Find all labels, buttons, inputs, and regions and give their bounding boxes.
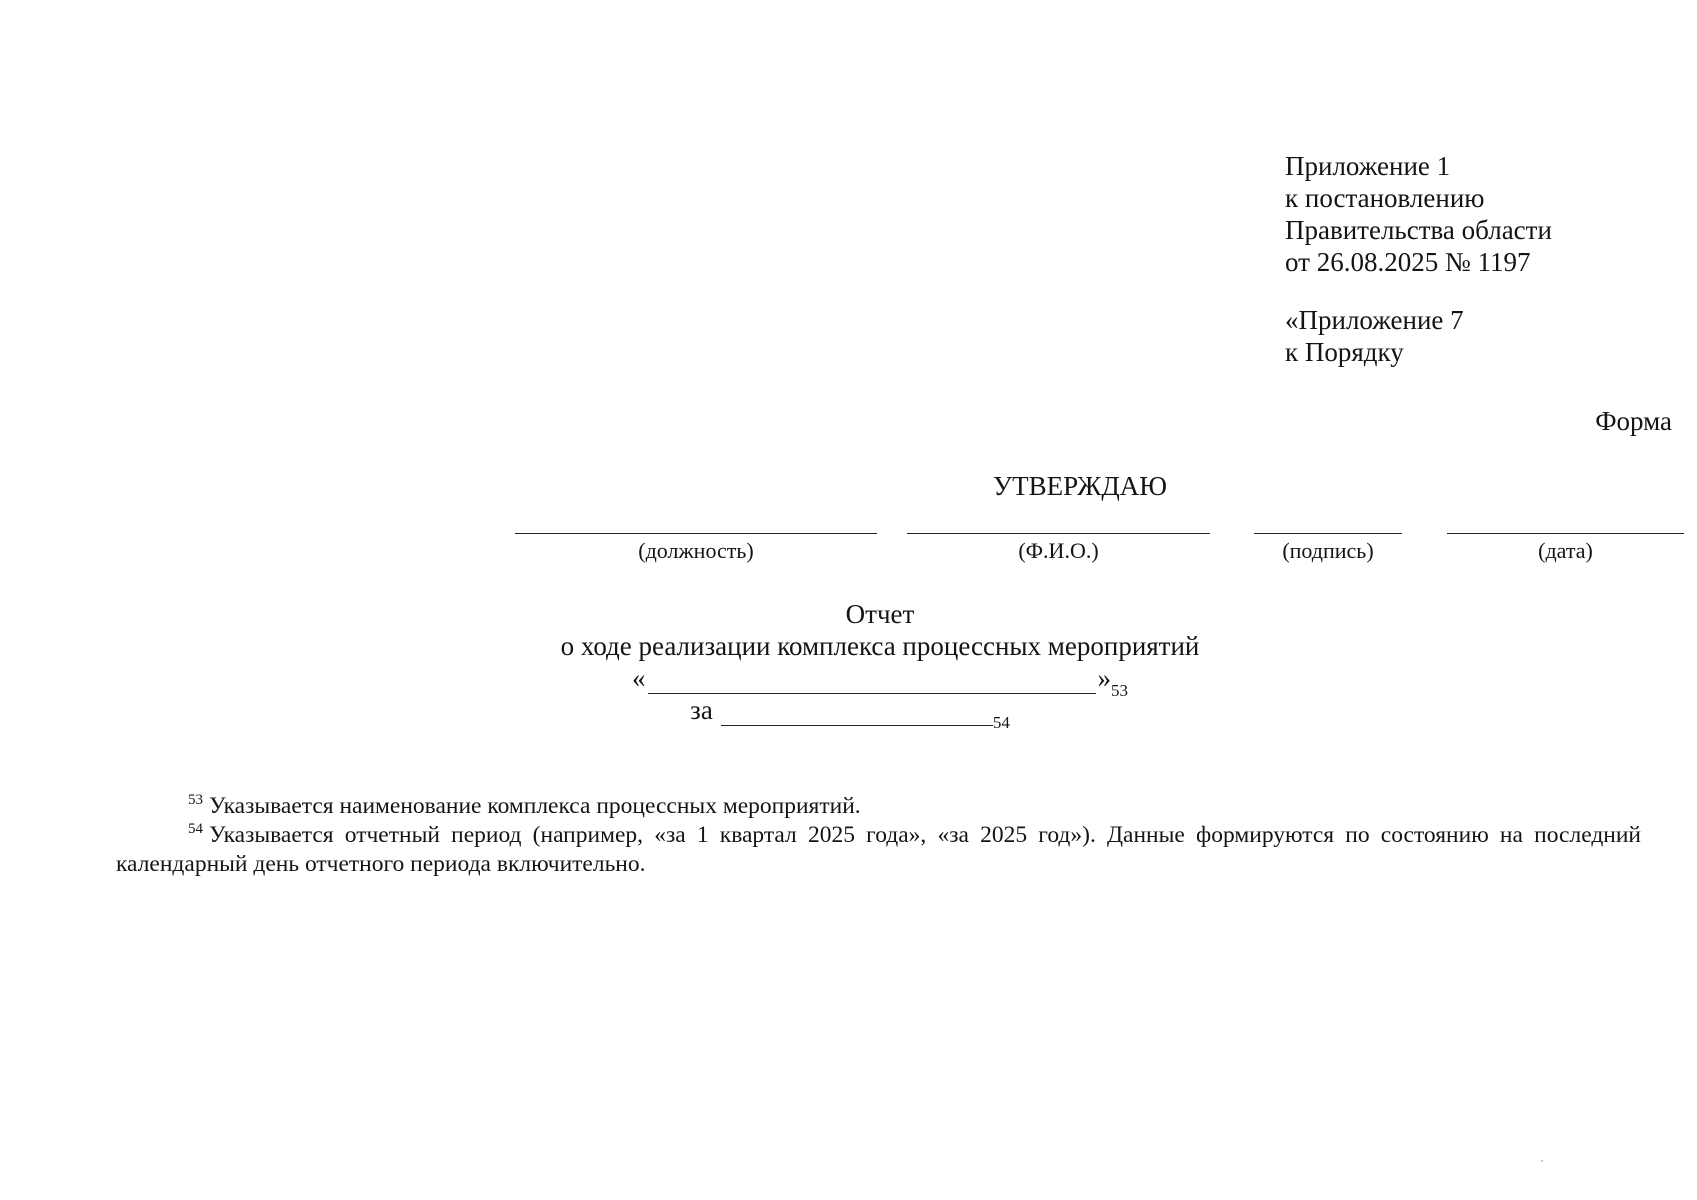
footnotes xyxy=(116,792,1641,879)
date-line xyxy=(1447,533,1684,534)
date-caption: (дата) xyxy=(1538,538,1593,563)
report-subtitle: о ходе реализации комплекса процессных мероприятий xyxy=(560,631,1200,661)
footnote-number: 54 xyxy=(188,821,203,838)
appendix-line: «Приложение 7 xyxy=(1285,305,1464,335)
signature-line xyxy=(1254,533,1402,534)
approval-title: УТВЕРЖДАЮ xyxy=(993,471,1168,501)
period-prefix: за xyxy=(690,695,713,725)
position-line xyxy=(515,533,877,534)
signature-caption: (подпись) xyxy=(1282,538,1374,563)
report-heading xyxy=(520,598,1240,732)
appendix-line: к постановлению xyxy=(1285,183,1485,213)
open-quote: « xyxy=(632,663,646,693)
form-label: Форма xyxy=(1595,406,1672,436)
position-field[interactable] xyxy=(515,533,877,564)
footnote-text: Указывается наименование комплекса процессных мероприятий. xyxy=(209,793,861,819)
close-quote: » xyxy=(1097,663,1111,693)
report-name-row: « » $^{53}$ xyxy=(632,663,1128,700)
date-field[interactable] xyxy=(1447,533,1684,564)
signature-field[interactable] xyxy=(1254,533,1402,564)
footnote-text: Указывается отчетный период (например, «за 1 квартал 2025 года», «за 2025 год»). Данные формируются по состоянию на последний календарный день отчетного периода включительно. xyxy=(116,822,1641,877)
footnote-number: 53 xyxy=(188,792,203,809)
footnote-item xyxy=(116,821,1641,879)
appendix-line: Правительства области xyxy=(1285,215,1552,245)
report-title: Отчет xyxy=(845,599,915,629)
fio-caption: (Ф.И.О.) xyxy=(1018,538,1099,563)
report-name-blank[interactable] xyxy=(648,669,1096,694)
fio-field[interactable] xyxy=(907,533,1210,564)
appendix-header xyxy=(1285,150,1552,368)
fio-line xyxy=(907,533,1210,534)
report-period-row: за $^{54}$ xyxy=(690,695,1010,732)
appendix-line: Приложение 1 xyxy=(1285,151,1451,181)
footnote-item xyxy=(116,792,1641,821)
scan-speck xyxy=(1541,1160,1543,1162)
appendix-line: к Порядку xyxy=(1285,337,1404,367)
report-period-blank[interactable] xyxy=(721,701,993,726)
appendix-spacer xyxy=(1285,278,1552,304)
position-caption: (должность) xyxy=(638,538,754,563)
appendix-line: от 26.08.2025 № 1197 xyxy=(1285,247,1531,277)
